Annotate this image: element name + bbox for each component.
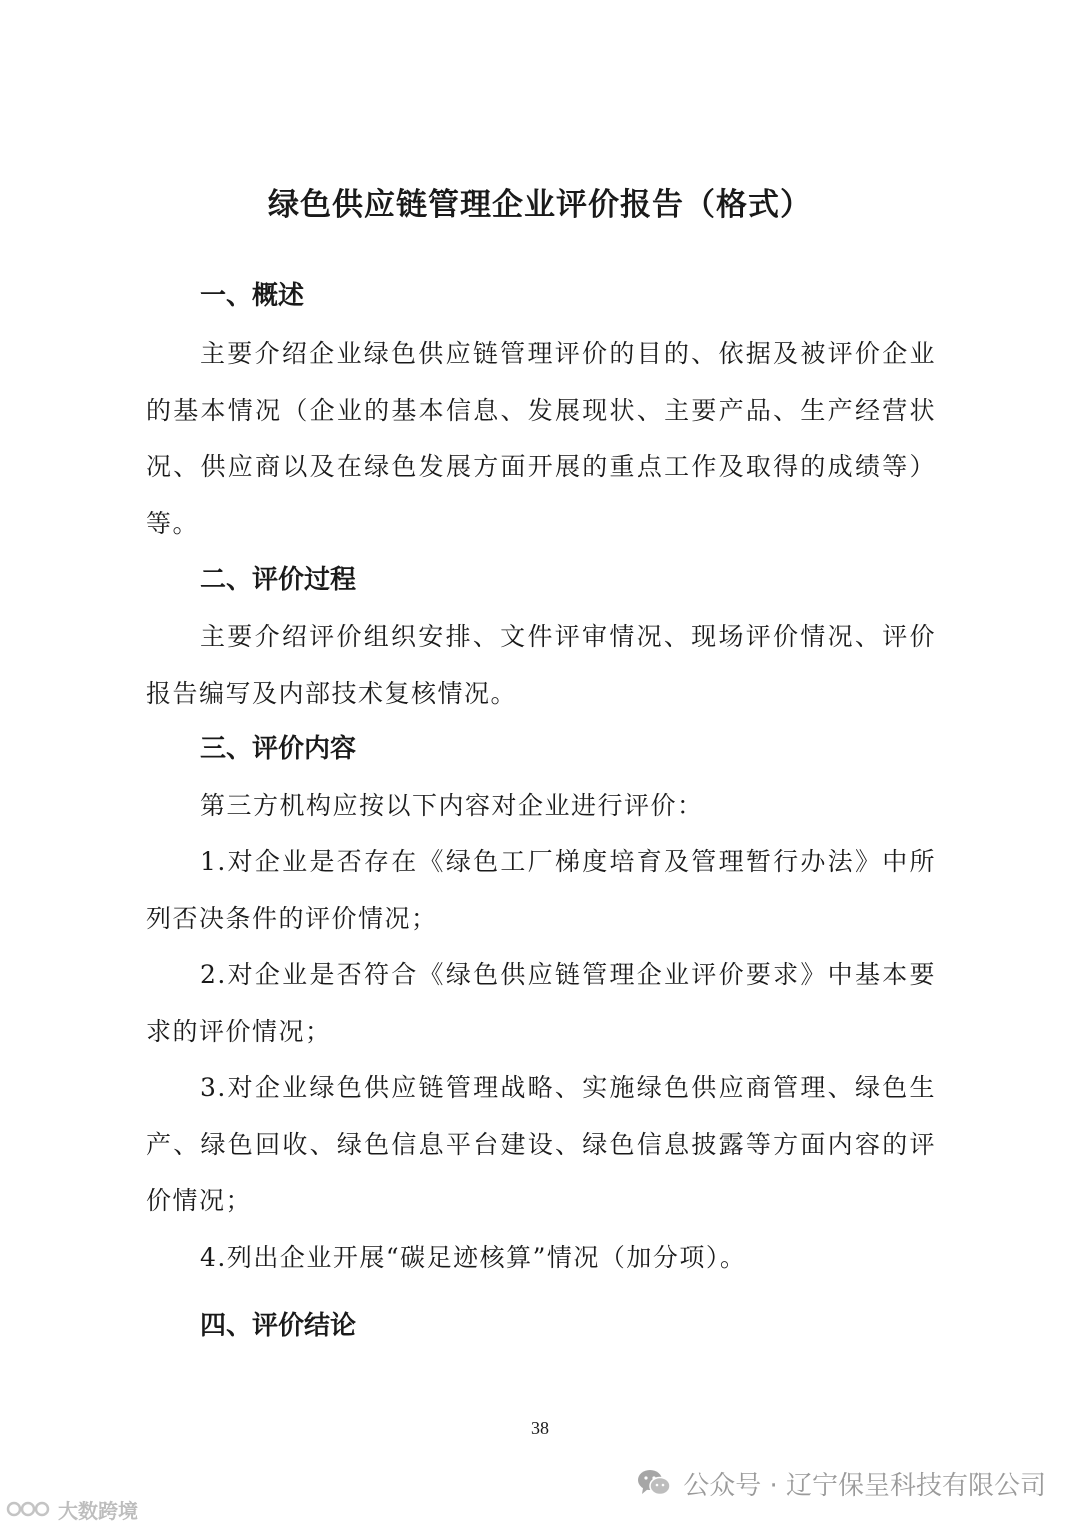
page-number: 38 [531,1418,549,1438]
wechat-account-name: 公众号 · 辽宁保呈科技有限公司 [683,1470,1046,1501]
section-heading-process: 二、评价过程 [200,565,357,595]
wechat-icon [637,1468,671,1498]
paragraph-process: 主要介绍评价组织安排、文件评审情况、现场评价情况、评价报告编写及内部技术复核情况。 [146,622,936,708]
wechat-watermark [637,1462,1046,1504]
page-title: 绿色供应链管理企业评价报告（格式） [268,187,812,223]
list-item-4: 4.列出企业开展“碳足迹核算”情况（加分项）。 [200,1243,747,1272]
section-heading-content: 三、评价内容 [200,734,357,764]
section-heading-overview: 一、概述 [200,281,305,311]
logo-icon [6,1497,52,1521]
list-item-1: 1.对企业是否存在《绿色工厂梯度培育及管理暂行办法》中所列否决条件的评价情况； [146,847,936,933]
paragraph-content-intro: 第三方机构应按以下内容对企业进行评价： [200,791,704,820]
source-logo-text: 大数跨境 [58,1498,138,1523]
list-item-3: 3.对企业绿色供应链管理战略、实施绿色供应商管理、绿色生产、绿色回收、绿色信息平台建设、绿色信息披露等方面内容的评价情况； [146,1073,936,1215]
paragraph-overview: 主要介绍企业绿色供应链管理评价的目的、依据及被评价企业的基本情况（企业的基本信息、发展现状、主要产品、生产经营状况、供应商以及在绿色发展方面开展的重点工作及取得的成绩等）等。 [146,339,936,538]
list-item-2: 2.对企业是否符合《绿色供应链管理企业评价要求》中基本要求的评价情况； [146,960,936,1046]
section-heading-conclusion: 四、评价结论 [200,1311,357,1341]
source-watermark [6,1494,138,1524]
